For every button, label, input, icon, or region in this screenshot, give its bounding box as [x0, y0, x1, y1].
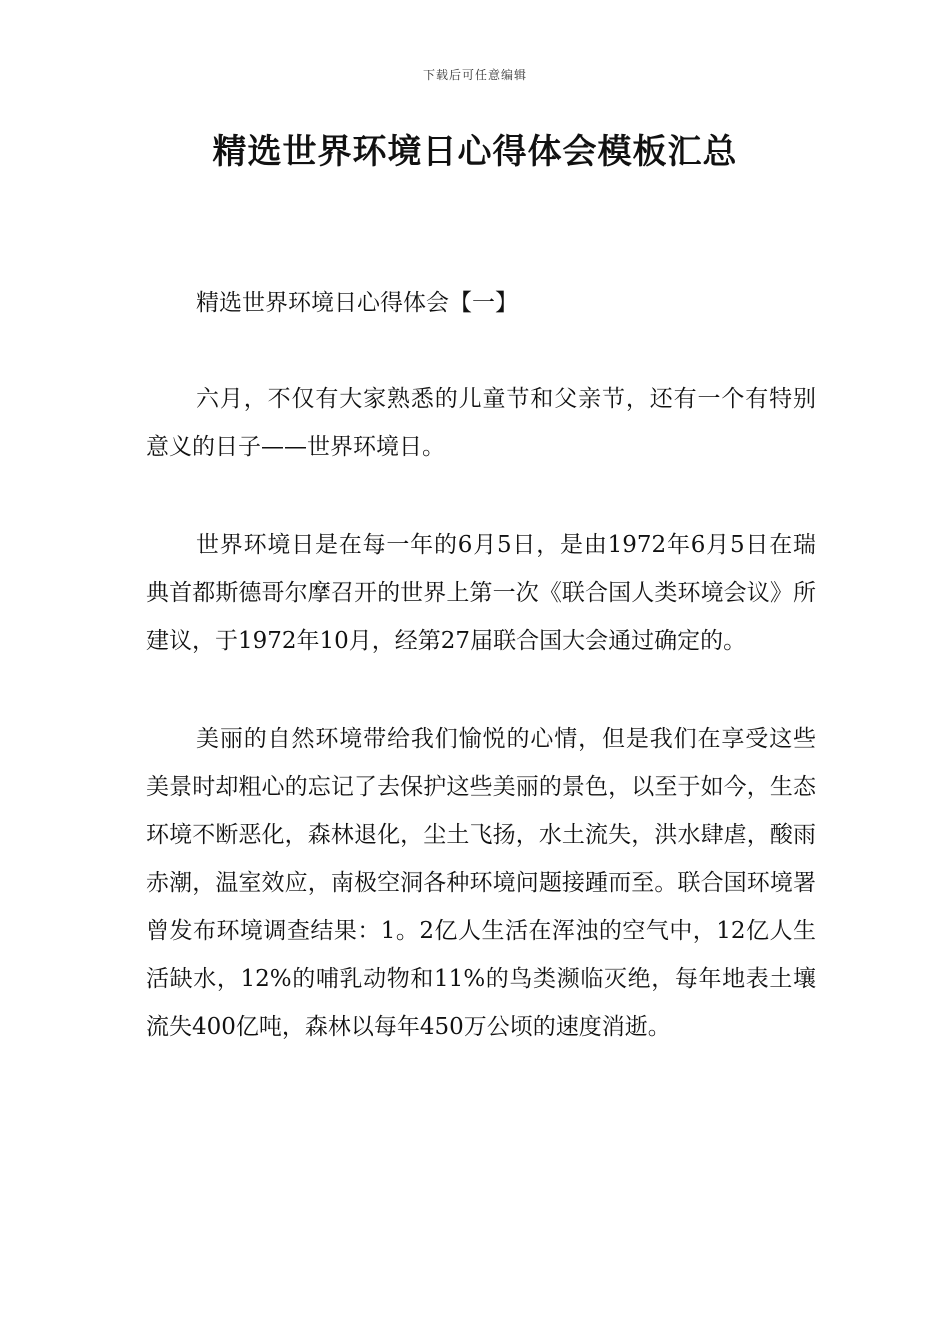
document-body — [146, 375, 816, 1101]
paragraph-2: 世界环境日是在每一年的6月5日，是由1972年6月5日在瑞典首都斯德哥尔摩召开的世界上第一次《联合国人类环境会议》所建议，于1972年10月，经第27届联合国大会通过确定的。 — [146, 532, 816, 654]
section-heading: 精选世界环境日心得体会【一】 — [196, 290, 518, 316]
paragraph-1: 六月，不仅有大家熟悉的儿童节和父亲节，还有一个有特别意义的日子——世界环境日。 — [146, 386, 816, 460]
paragraph-3: 美丽的自然环境带给我们愉悦的心情，但是我们在享受这些美景时却粗心的忘记了去保护这些美丽的景色，以至于如今，生态环境不断恶化，森林退化，尘土飞扬，水土流失，洪水肆虐，酸雨赤潮，温室效应，南极空洞各种环境问题接踵而至。联合国环境署曾发布环境调查结果：1。2亿人生活在浑浊的空气中，12亿人生活缺水，12%的哺乳动物和11%的鸟类濒临灭绝，每年地表土壤流失400亿吨，森林以每年450万公顷的速度消逝。 — [146, 726, 816, 1040]
header-note: 下载后可任意编辑 — [422, 68, 527, 82]
document-title: 精选世界环境日心得体会模板汇总 — [212, 132, 738, 172]
